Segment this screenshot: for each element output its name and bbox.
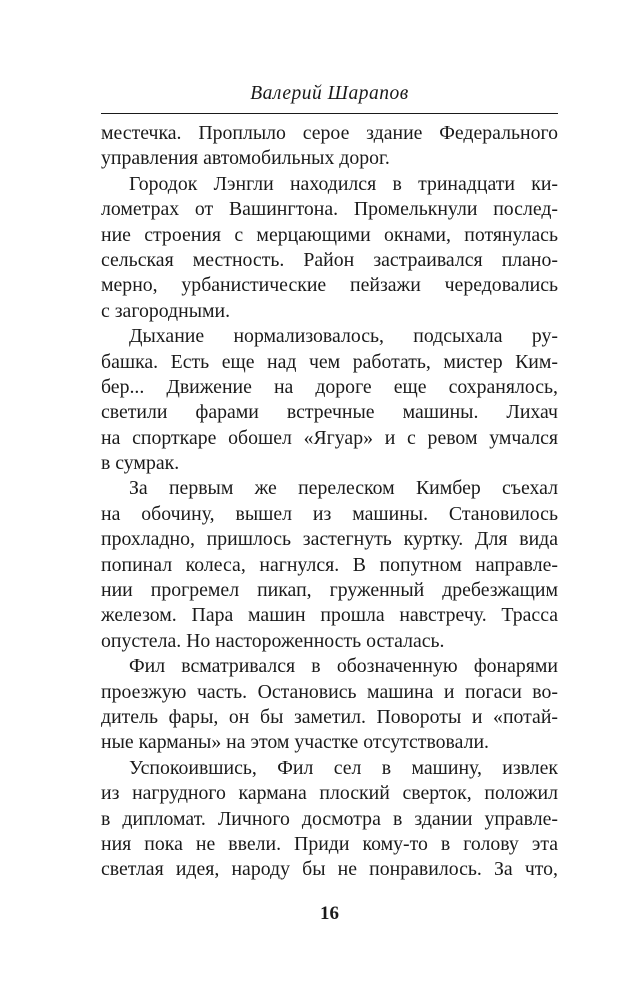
header-divider: [101, 113, 558, 114]
text-line: с загородными.: [101, 299, 231, 322]
text-line: башка. Есть еще над чем работать, мистер Ким-: [101, 350, 558, 373]
text-line: попинал колеса, нагнулся. В попутном направле-: [101, 553, 558, 576]
text-line: Фил всматривался в обозначенную фонарями: [129, 655, 558, 678]
text-line: в сумрак.: [101, 452, 180, 475]
text-line: проезжую часть. Остановись машина и погаси во-: [101, 680, 558, 703]
text-line: светили фарами встречные машины. Лихач: [101, 401, 558, 424]
text-line: прохладно, пришлось застегнуть куртку. Для вида: [101, 528, 558, 551]
text-line: светлая идея, народу бы не понравилось. За что,: [101, 858, 558, 881]
text-line: на спорткаре обошел «Ягуар» и с ревом умчался: [101, 426, 558, 449]
text-line: Городок Лэнгли находился в тринадцати ки-: [129, 172, 558, 195]
text-line: ние строения с мерцающими окнами, потянулась: [101, 223, 558, 246]
text-line: ния пока не ввели. Приди кому-то в голову эта: [101, 832, 558, 855]
text-line: в дипломат. Личного досмотра в здании управле-: [101, 807, 558, 830]
text-line: управления автомобильных дорог.: [101, 147, 390, 170]
text-line: местечка. Проплыло серое здание Федерального: [101, 122, 558, 144]
text-line: сельская местность. Район застраивался плано-: [101, 248, 558, 271]
body-text: [101, 121, 558, 883]
text-line: Успокоившись, Фил сел в машину, извлек: [129, 756, 558, 779]
text-line: опустела. Но настороженность осталась.: [101, 629, 445, 652]
text-line: дитель фары, он бы заметил. Повороты и «потай-: [101, 705, 558, 728]
running-header: Валерий Шарапов: [250, 83, 409, 104]
text-line: За первым же перелеском Кимбер съехал: [129, 477, 558, 500]
text-line: мерно, урбанистические пейзажи чередовались: [101, 274, 558, 297]
text-line: из нагрудного кармана плоский сверток, положил: [101, 782, 558, 805]
text-line: ные карманы» на этом участке отсутствовали.: [101, 731, 489, 754]
text-line: на обочину, вышел из машины. Становилось: [101, 502, 558, 525]
text-line: лометрах от Вашингтона. Промелькнули послед-: [101, 198, 558, 221]
text-line: Дыхание нормализовалось, подсыхала ру-: [129, 325, 558, 348]
page-number: 16: [320, 903, 339, 924]
text-line: бер... Движение на дороге еще сохранялось,: [101, 375, 558, 398]
text-line: железом. Пара машин прошла навстречу. Трасса: [101, 604, 558, 627]
text-line: нии прогремел пикап, груженный дребезжащим: [101, 579, 558, 602]
